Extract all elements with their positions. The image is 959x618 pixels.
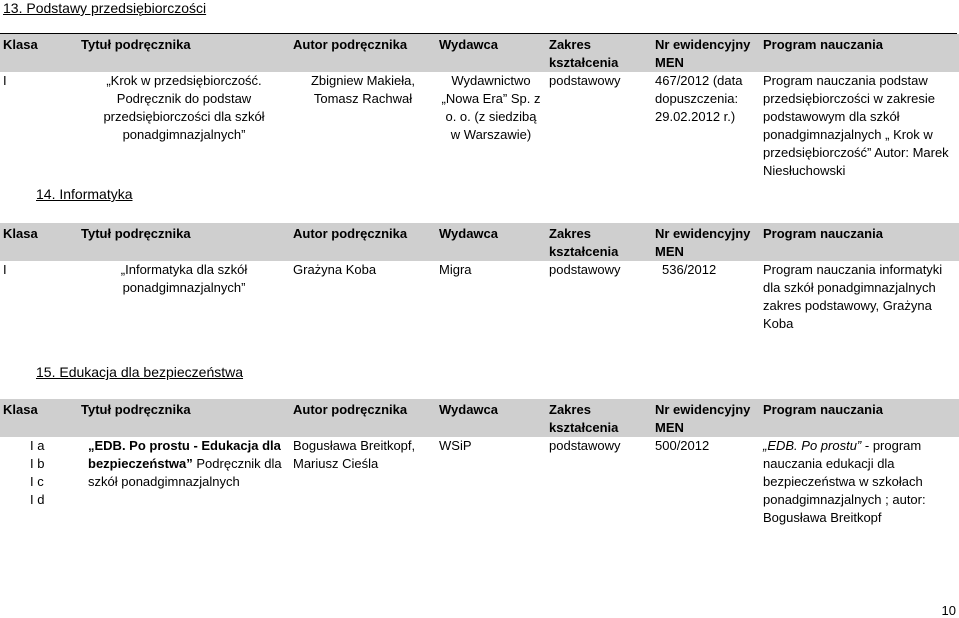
col-wydawca: Wydawca [439, 402, 499, 417]
cell-autor: Grażyna Koba [293, 262, 377, 277]
col-tytul: Tytuł podręcznika [81, 226, 191, 241]
col-wydawca: Wydawca [439, 37, 499, 52]
klasa-item: I d [30, 492, 45, 507]
table-row [0, 72, 959, 180]
col-klasa: Klasa [3, 402, 38, 417]
program-italic: „EDB. Po prostu” [763, 438, 862, 453]
section-14-heading: 14. Informatyka [36, 186, 133, 202]
cell-wydawca: Migra [439, 262, 472, 277]
title-bold: „EDB. Po prostu - Edukacja dla bezpieczeństwa” [88, 438, 281, 471]
cell-klasa: I [3, 73, 7, 88]
cell-wydawca: Wydawnictwo „Nowa Era” Sp. z o. o. (z siedzibą w Warszawie) [441, 73, 541, 142]
section-14-table [0, 223, 959, 333]
col-nr: Nr ewidencyjny MEN [655, 37, 751, 70]
col-autor: Autor podręcznika [293, 402, 408, 417]
col-nr: Nr ewidencyjny MEN [655, 402, 751, 435]
col-program: Program nauczania [763, 37, 883, 52]
cell-tytul [78, 437, 290, 527]
col-klasa: Klasa [3, 37, 38, 52]
cell-autor: Bogusława Breitkopf, Mariusz Cieśla [293, 438, 416, 471]
cell-klasa [0, 437, 78, 527]
cell-zakres: podstawowy [549, 438, 621, 453]
table-row [0, 261, 959, 333]
cell-autor: Zbigniew Makieła, Tomasz Rachwał [310, 73, 416, 106]
col-klasa: Klasa [3, 226, 38, 241]
title-rest: Podręcznik dla szkół ponadgimnazjalnych [88, 456, 282, 489]
col-autor: Autor podręcznika [293, 37, 408, 52]
table-row [0, 437, 959, 527]
col-autor: Autor podręcznika [293, 226, 408, 241]
cell-zakres: podstawowy [549, 262, 621, 277]
table-header-row [0, 223, 959, 261]
col-tytul: Tytuł podręcznika [81, 402, 191, 417]
cell-wydawca: WSiP [439, 438, 472, 453]
col-program: Program nauczania [763, 402, 883, 417]
col-program: Program nauczania [763, 226, 883, 241]
col-zakres: Zakres kształcenia [549, 37, 619, 70]
col-zakres: Zakres kształcenia [549, 402, 619, 435]
col-nr: Nr ewidencyjny MEN [655, 226, 751, 259]
col-tytul: Tytuł podręcznika [81, 37, 191, 52]
cell-tytul: „Informatyka dla szkół ponadgimnazjalnych” [120, 262, 248, 295]
cell-nr: 500/2012 [655, 438, 710, 453]
cell-klasa: I [3, 262, 7, 277]
section-15-heading: 15. Edukacja dla bezpieczeństwa [36, 364, 244, 380]
table-header-row [0, 34, 959, 72]
section-13-heading: 13. Podstawy przedsiębiorczości [3, 0, 207, 16]
cell-nr: 467/2012 (data dopuszczenia: 29.02.2012 r.) [655, 73, 743, 124]
cell-program [760, 437, 959, 527]
table-header-row [0, 399, 959, 437]
cell-tytul: „Krok w przedsiębiorczość. Podręcznik do podstaw przedsiębiorczości dla szkół ponadgimnazjalnych” [103, 73, 265, 142]
klasa-item: I b [30, 456, 45, 471]
section-15-table [0, 399, 959, 527]
cell-program: Program nauczania informatyki dla szkół ponadgimnazjalnych zakres podstawowy, Grażyna Koba [763, 262, 943, 331]
col-zakres: Zakres kształcenia [549, 226, 619, 259]
klasa-item: I c [30, 474, 44, 489]
cell-zakres: podstawowy [549, 73, 621, 88]
program-rest: - program nauczania edukacji dla bezpieczeństwa w szkołach ponadgimnazjalnych ; autor: Bogusława Breitkopf [763, 438, 926, 525]
cell-program: Program nauczania podstaw przedsiębiorczości w zakresie podstawowym dla szkół ponadgimnazjalnych „ Krok w przedsiębiorczość” Autor: Marek Niesłuchowski [763, 73, 949, 178]
col-wydawca: Wydawca [439, 226, 499, 241]
page-number: 10 [941, 603, 956, 618]
section-13-table [0, 34, 959, 180]
cell-nr: 536/2012 [662, 262, 717, 277]
klasa-item: I a [30, 438, 45, 453]
